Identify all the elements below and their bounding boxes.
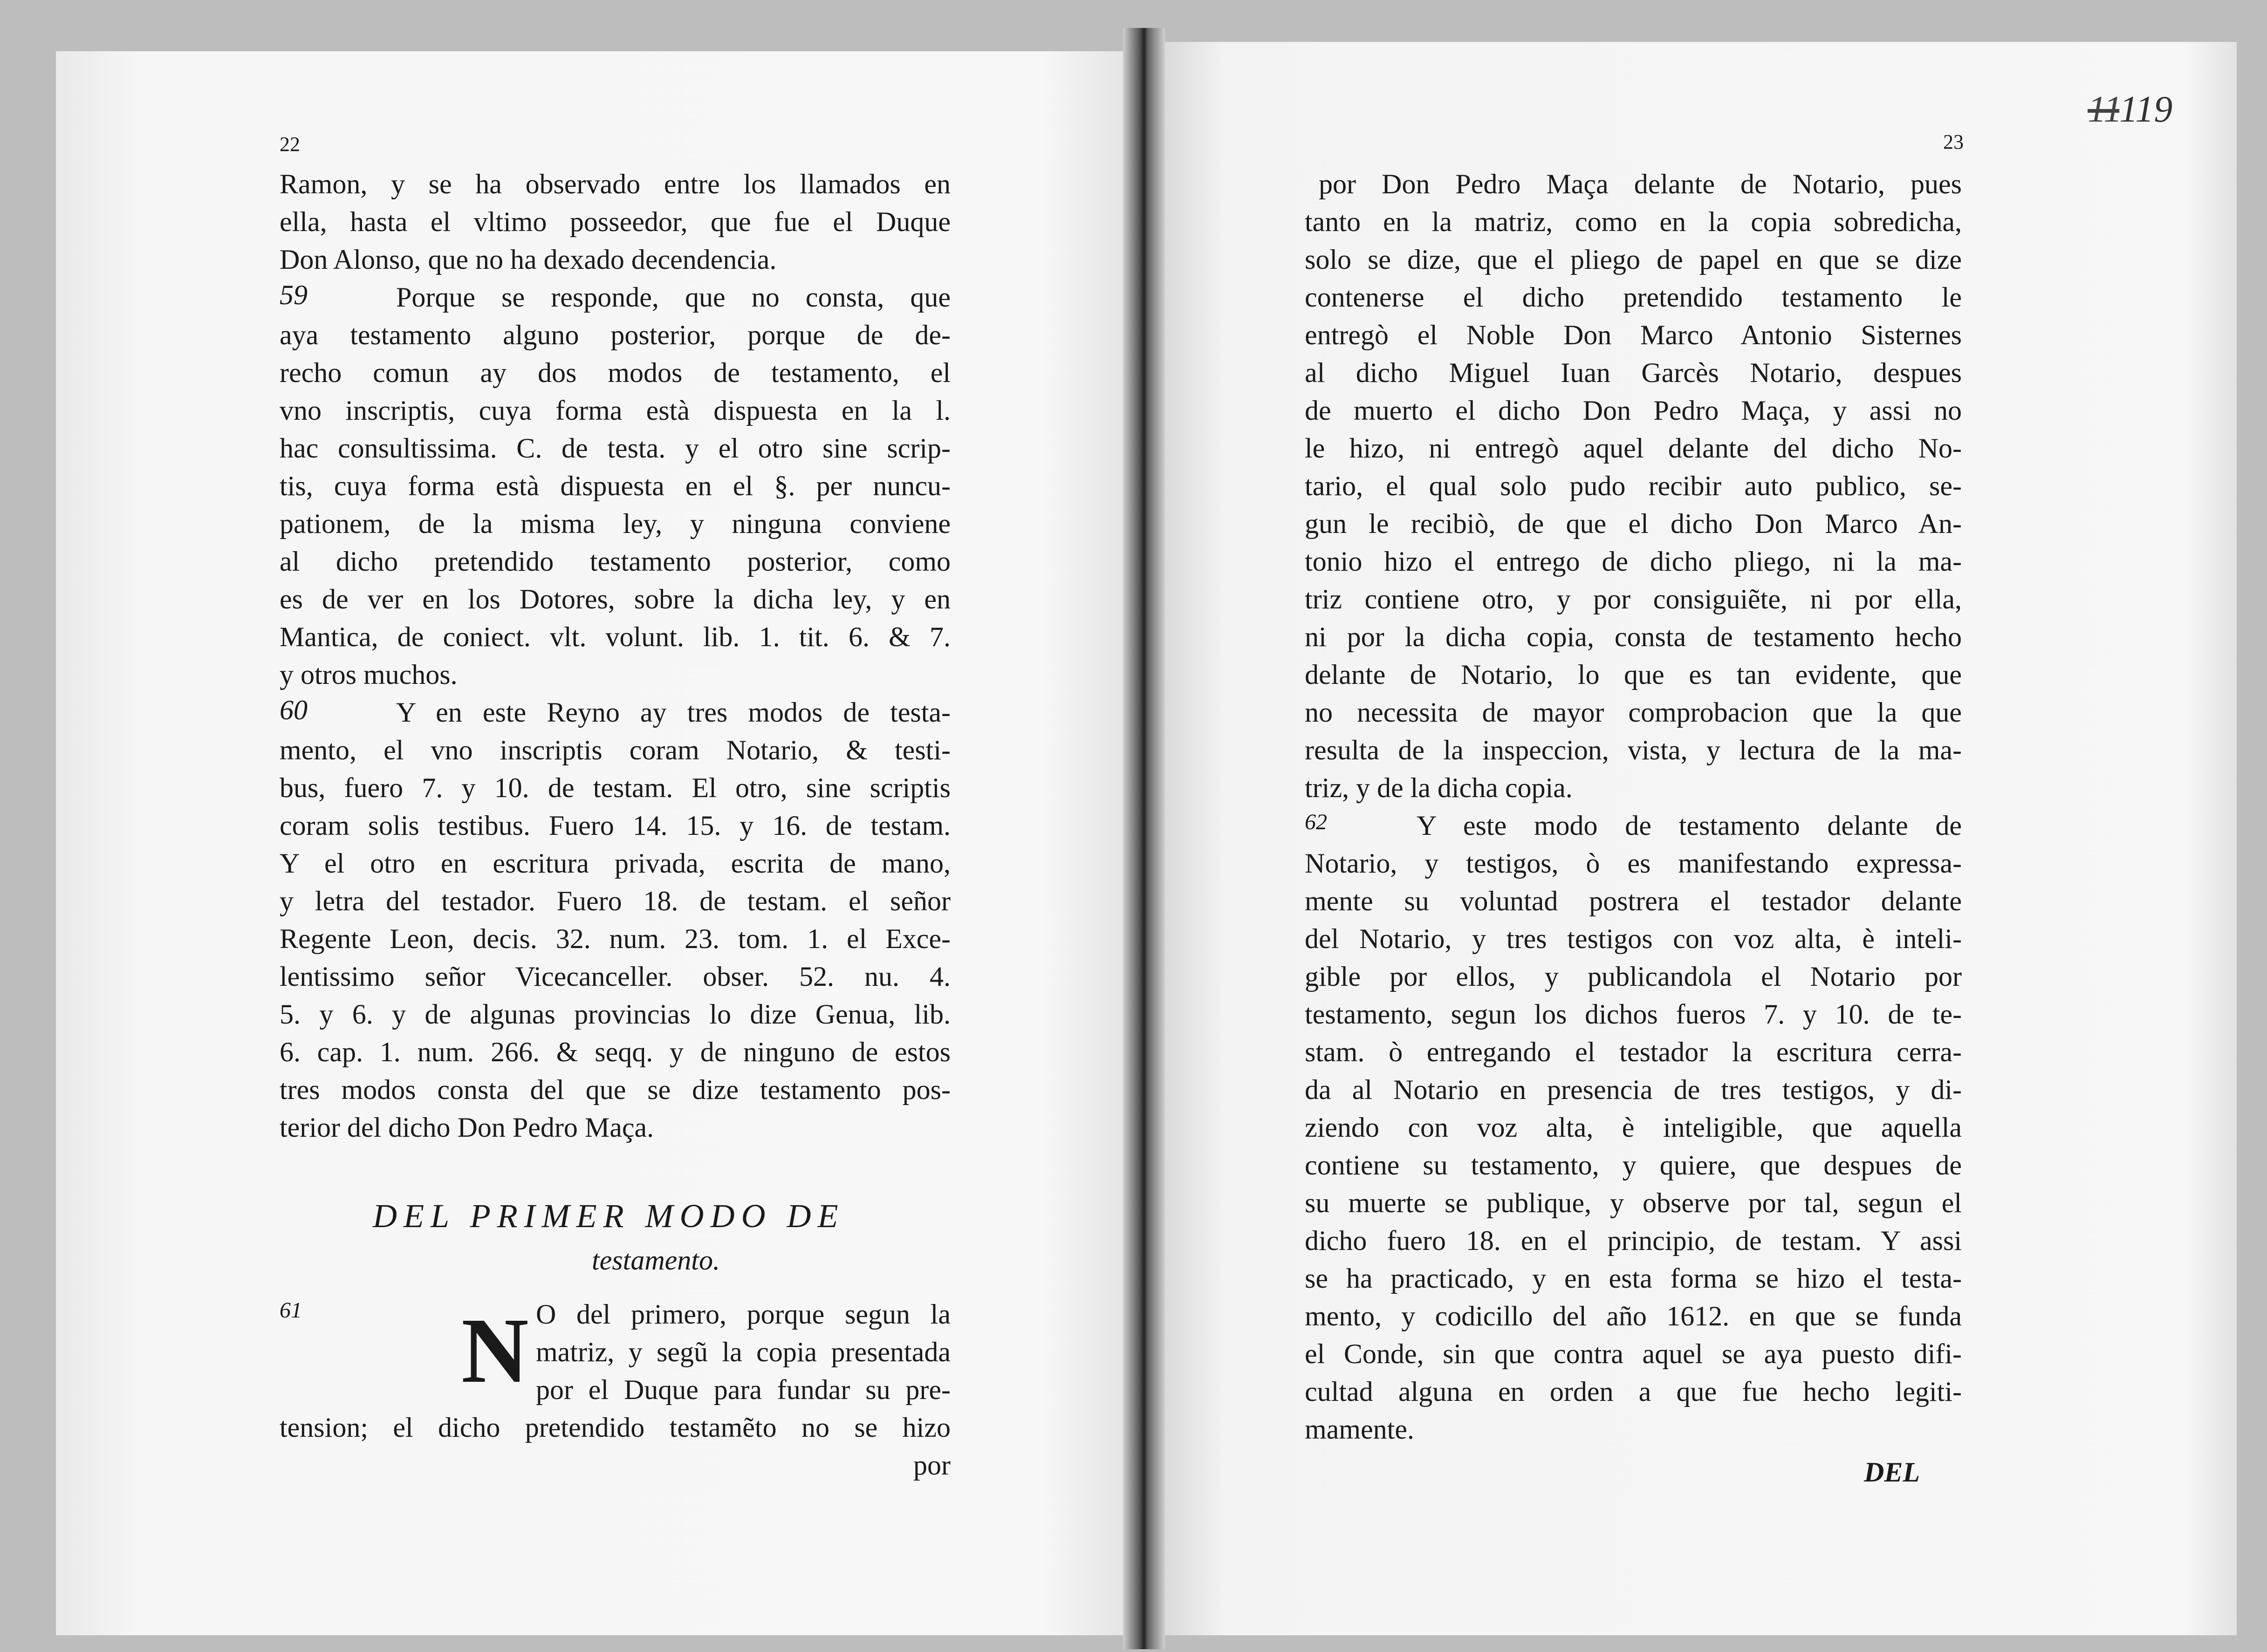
- struck-folio-number: 11: [2088, 89, 2120, 130]
- paragraph-number-60: 60: [280, 695, 308, 725]
- text-line: contenerse el dicho pretendido testamento le: [1305, 282, 1962, 313]
- paragraph-number-62: 62: [1305, 810, 1327, 834]
- text-line: da al Notario en presencia de tres testigos, y di-: [1305, 1074, 1962, 1105]
- text-line: Ramon, y se ha observado entre los llamados en: [280, 169, 951, 199]
- text-line: es de ver en los Dotores, sobre la dicha ley, y en: [280, 584, 951, 614]
- text-line: delante de Notario, lo que es tan evidente, que: [1305, 659, 1962, 690]
- book-spine: [1123, 28, 1165, 1649]
- paragraph-61: [280, 1295, 951, 1484]
- text-line: ziendo con voz alta, è inteligible, que aquella: [1305, 1112, 1962, 1143]
- text-line: stam. ò entregando el testador la escritura cerra-: [1305, 1037, 1962, 1067]
- paragraph-number-59: 59: [280, 280, 308, 310]
- text-line: testamento, segun los dichos fueros 7. y 10. de te-: [1305, 999, 1962, 1030]
- catchword: DEL: [1864, 1457, 1920, 1488]
- text-line: tonio hizo el entrego de dicho pliego, ni la ma-: [1305, 546, 1962, 577]
- text-line: del Notario, y tres testigos con voz alta, è inteli-: [1305, 923, 1962, 954]
- text-line: 5. y 6. y de algunas provincias lo dize Genua, lib.: [280, 999, 951, 1030]
- text-line: recho comun ay dos modos de testamento, el: [280, 357, 951, 388]
- text-line: cultad alguna en orden a que fue hecho legiti-: [1305, 1376, 1962, 1407]
- text-line: mento, el vno inscriptis coram Notario, & testi-: [280, 735, 951, 765]
- text-line: pationem, de la misma ley, y ninguna conviene: [280, 508, 951, 539]
- text-line: mamente.: [1305, 1414, 1414, 1445]
- drop-cap: N: [461, 1299, 529, 1402]
- text-line: por: [913, 1450, 951, 1481]
- text-line: triz, y de la dicha copia.: [1305, 772, 1573, 803]
- section-heading: DEL PRIMER MODO DE: [373, 1197, 845, 1235]
- text-line: vno inscriptis, cuya forma està dispuesta en la l.: [280, 395, 951, 426]
- text-line: tario, el qual solo pudo recibir auto publico, se-: [1305, 471, 1962, 501]
- right-text-column: [1305, 165, 1962, 1448]
- text-line: el Conde, sin que contra aquel se aya puesto difi-: [1305, 1338, 1962, 1369]
- text-line: matriz, y segũ la copia presentada: [536, 1337, 951, 1367]
- text-line: y letra del testador. Fuero 18. de testam. el señor: [280, 886, 951, 916]
- text-line: al dicho Miguel Iuan Garcès Notario, despues: [1305, 357, 1962, 388]
- text-line: Y este modo de testamento delante de: [1417, 810, 1962, 841]
- text-line: Porque se responde, que no consta, que: [396, 282, 951, 313]
- text-line: tension; el dicho pretendido testamẽto no se hizo: [280, 1412, 951, 1443]
- text-line: triz contiene otro, y por consiguiẽte, ni por ella,: [1305, 584, 1962, 614]
- text-line: gun le recibiò, de que el dicho Don Marco An-: [1305, 508, 1962, 539]
- text-line: 6. cap. 1. num. 266. & seqq. y de ninguno de estos: [280, 1037, 951, 1067]
- text-line: O del primero, porque segun la: [536, 1299, 951, 1330]
- text-line: por Don Pedro Maça delante de Notario, pues: [1319, 169, 1962, 199]
- text-line: bus, fuero 7. y 10. de testam. El otro, sine scriptis: [280, 772, 951, 803]
- text-line: ella, hasta el vltimo posseedor, que fue el Duque: [280, 206, 951, 237]
- text-line: se ha practicado, y en esta forma se hizo el testa-: [1305, 1263, 1962, 1294]
- text-line: lentissimo señor Vicecanceller. obser. 52. nu. 4.: [280, 961, 951, 992]
- text-line: Don Alonso, que no ha dexado decendencia.: [280, 244, 777, 275]
- paragraph-number-61: 61: [280, 1298, 302, 1323]
- text-line: de muerto el dicho Don Pedro Maça, y assi no: [1305, 395, 1962, 426]
- text-line: solo se dize, que el pliego de papel en que se dize: [1305, 244, 1962, 275]
- section-subheading: testamento.: [592, 1245, 720, 1276]
- text-line: por el Duque para fundar su pre-: [536, 1374, 951, 1405]
- text-line: dicho fuero 18. en el principio, de testam. Y assi: [1305, 1225, 1962, 1256]
- folio-annotation: [2088, 89, 2172, 130]
- text-line: tres modos consta del que se dize testamento pos-: [280, 1074, 951, 1105]
- text-line: mento, y codicillo del año 1612. en que se funda: [1305, 1301, 1962, 1331]
- text-line: terior del dicho Don Pedro Maça.: [280, 1112, 654, 1143]
- text-line: le hizo, ni entregò aquel delante del dicho No-: [1305, 433, 1962, 464]
- text-line: ni por la dicha copia, consta de testamento hecho: [1305, 621, 1962, 652]
- text-line: al dicho pretendido testamento posterior, como: [280, 546, 951, 577]
- text-line: y otros muchos.: [280, 659, 458, 690]
- text-line: tis, cuya forma està dispuesta en el §. per nuncu-: [280, 471, 951, 501]
- text-line: no necessita de mayor comprobacion que la que: [1305, 697, 1962, 728]
- page-number-right: 23: [1943, 130, 1964, 153]
- text-line: Y el otro en escritura privada, escrita de mano,: [280, 848, 951, 879]
- text-line: tanto en la matriz, como en la copia sobredicha,: [1305, 206, 1962, 237]
- text-line: contiene su testamento, y quiere, que despues de: [1305, 1150, 1962, 1181]
- text-line: aya testamento alguno posterior, porque de de-: [280, 320, 951, 350]
- text-line: Notario, y testigos, ò es manifestando expressa-: [1305, 848, 1962, 879]
- page-number-left: 22: [280, 133, 300, 156]
- text-line: su muerte se publique, y observe por tal, segun el: [1305, 1188, 1962, 1218]
- text-line: mente su voluntad postrera el testador delante: [1305, 886, 1962, 916]
- text-line: Y en este Reyno ay tres modos de testa-: [396, 697, 951, 728]
- folio-number: 119: [2119, 89, 2173, 130]
- text-line: resulta de la inspeccion, vista, y lectura de la ma-: [1305, 735, 1962, 765]
- left-text-column: [280, 165, 951, 1147]
- text-line: gible por ellos, y publicandola el Notario por: [1305, 961, 1962, 992]
- text-line: coram solis testibus. Fuero 14. 15. y 16. de testam.: [280, 810, 951, 841]
- text-line: entregò el Noble Don Marco Antonio Sisternes: [1305, 320, 1962, 350]
- text-line: Regente Leon, decis. 32. num. 23. tom. 1. el Exce-: [280, 923, 951, 954]
- text-line: hac consultissima. C. de testa. y el otro sine scrip-: [280, 433, 951, 464]
- text-line: Mantica, de coniect. vlt. volunt. lib. 1. tit. 6. & 7.: [280, 621, 951, 652]
